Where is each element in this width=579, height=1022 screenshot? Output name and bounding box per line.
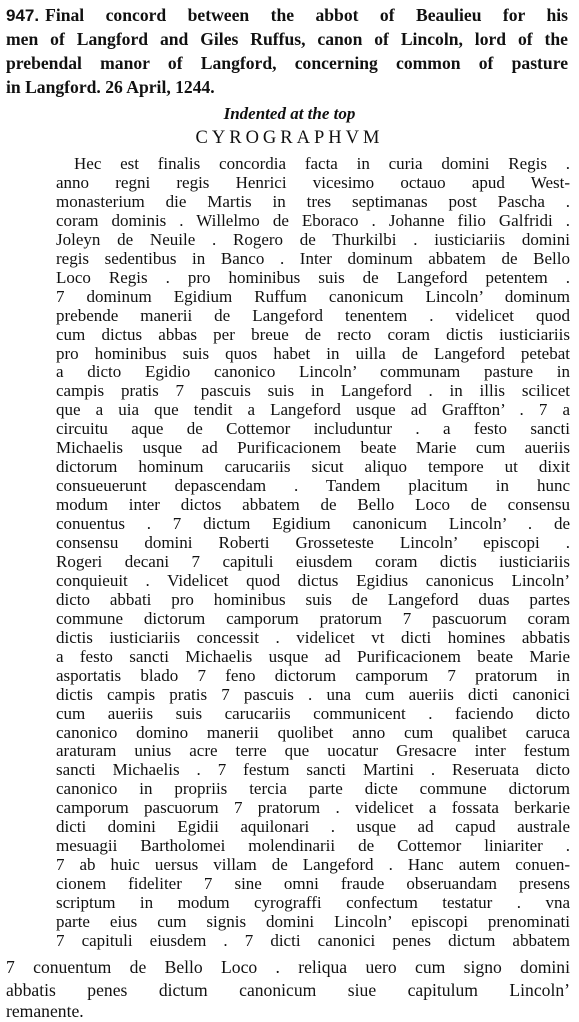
body-line: scriptum in modum cyrograffi confectum testatur . vna [56,893,570,912]
heading-line-2: men of Langford and Giles Ruffus, canon of Lincoln, lord of the [6,29,568,49]
body-line: Joleyn de Neuile . Rogero de Thurkilbi . iusticiariis domini [56,229,570,249]
body-line: coram dominis . Willelmo de Eboraco . Johanne filio Galfridi . [56,210,570,230]
body-line: parte eius cum signis domini Lincoln’ episcopi prenominati [56,912,570,931]
body-line: dictorum hominum carucariis sicut aliquo tempore ut dixit [56,457,570,477]
body-line: asportatis blado 7 feno dictorum camporum 7 pratorum in [56,665,570,685]
body-line: camporum pascuorum 7 pratorum . videlicet a fossata berkarie [56,798,570,818]
body-line: regis sedentibus in Banco . Inter dominum abbatem de Bello [56,248,570,268]
body-line: sancti Michaelis . 7 festum sancti Martini . Reseruata dicto [56,760,570,780]
body-line: canonico domino manerii quolibet anno cum qualibet caruca [56,722,570,742]
body-line: modum inter dictos abbatem de Bello Loco de consensu [56,495,570,515]
body-line: consensu domini Roberti Grosseteste Lincoln’ episcopi . [56,533,570,552]
body-line: cum dictus abbas per breue de recto coram dictis iusticiariis [56,324,570,344]
body-line: a dicto Egidio canonico Lincoln’ communam pasture in [56,362,570,382]
body-line: dictis campis pratis 7 pascuis . una cum aueriis dicti canonici [56,684,570,704]
body-line: conquieuit . Videlicet quod dictus Egidius canonicus Lincoln’ [56,570,570,590]
tail-line-3: remanente. [6,1001,84,1021]
body-line: prebende manerii de Langeford tenentem . videlicet quod [56,305,570,325]
body-line: cionem fideliter 7 sine omni fraude obseruandam presens [56,874,570,894]
entry-number: 947. [6,6,40,25]
tail-line-1: 7 conuentum de Bello Loco . reliqua uero cum signo domini [6,957,570,977]
indented-note: Indented at the top [223,104,356,123]
body-line: pro hominibus suis quos habet in uilla de Langeford petebat [56,343,570,363]
body-line: Michaelis usque ad Purificacionem beate Marie cum aueriis [56,438,570,458]
body-line: 7 ab huic uersus villam de Langeford . Hanc autem conuen- [56,855,570,875]
body-line: canonico in propriis tercia parte dicte commune dictorum [56,779,570,799]
body-line: 7 dominum Egidium Ruffum canonicum Lincoln’ dominum [56,286,570,306]
body-line: conuentus . 7 dictum Egidium canonicum Lincoln’ . de [56,514,570,533]
heading-line-1 [6,4,568,27]
body-line: campis pratis 7 pascuis suis in Langeford . in illis scilicet [56,381,570,401]
body-line: cum aueriis suis carucariis communicent . faciendo dicto [56,703,570,723]
body-line: dicti domini Egidii aquilonari . usque ad capud australe [56,817,570,837]
heading-line-4: in Langford. 26 April, 1244. [6,77,215,97]
body-line: Hec est finalis concordia facta in curia domini Regis . [74,154,570,173]
document-title: CYROGRAPHVM [195,128,384,148]
body-line: Rogeri decani 7 capituli eiusdem coram dictis iusticiariis [56,552,570,571]
body-line: anno regni regis Henrici vicesimo octauo apud West- [56,172,570,192]
body-line: consueuerunt depascendam . Tandem placitum in hunc [56,476,570,496]
body-line: circuitu aque de Cottemor includuntur . a festo sancti [56,419,570,439]
body-line: mesuagii Bartholomei molendinarii de Cottemor liniariter . [56,836,570,856]
heading-line-3: prebendal manor of Langford, concerning common of pasture [6,53,568,73]
heading-text-1: Final concord between the abbot of Beaulieu for his [45,5,568,25]
body-line: araturam unius acre terre que uocatur Gresacre inter festum [56,741,570,761]
body-line: monasterium die Martis in tres septimanas post Pascha . [56,191,570,211]
body-line: commune dictorum camporum pratorum 7 pascuorum coram [56,608,570,628]
body-line: dicto abbati pro hominibus suis de Langeford duas partes [56,589,570,609]
body-line: a festo sancti Michaelis usque ad Purificacionem beate Marie [56,646,570,666]
tail-line-2: abbatis penes dictum canonicum siue capitulum Lincoln’ [6,980,570,1000]
body-line: Loco Regis . pro hominibus suis de Langeford petentem . [56,267,570,287]
body-line: 7 capituli eiusdem . 7 dicti canonici penes dictum abbatem [56,930,570,950]
body-line: dictis iusticiariis concessit . videlicet vt dicti homines abbatis [56,627,570,647]
body-line: que a uia que tendit a Langeford usque ad Graffton’ . 7 a [56,400,570,420]
